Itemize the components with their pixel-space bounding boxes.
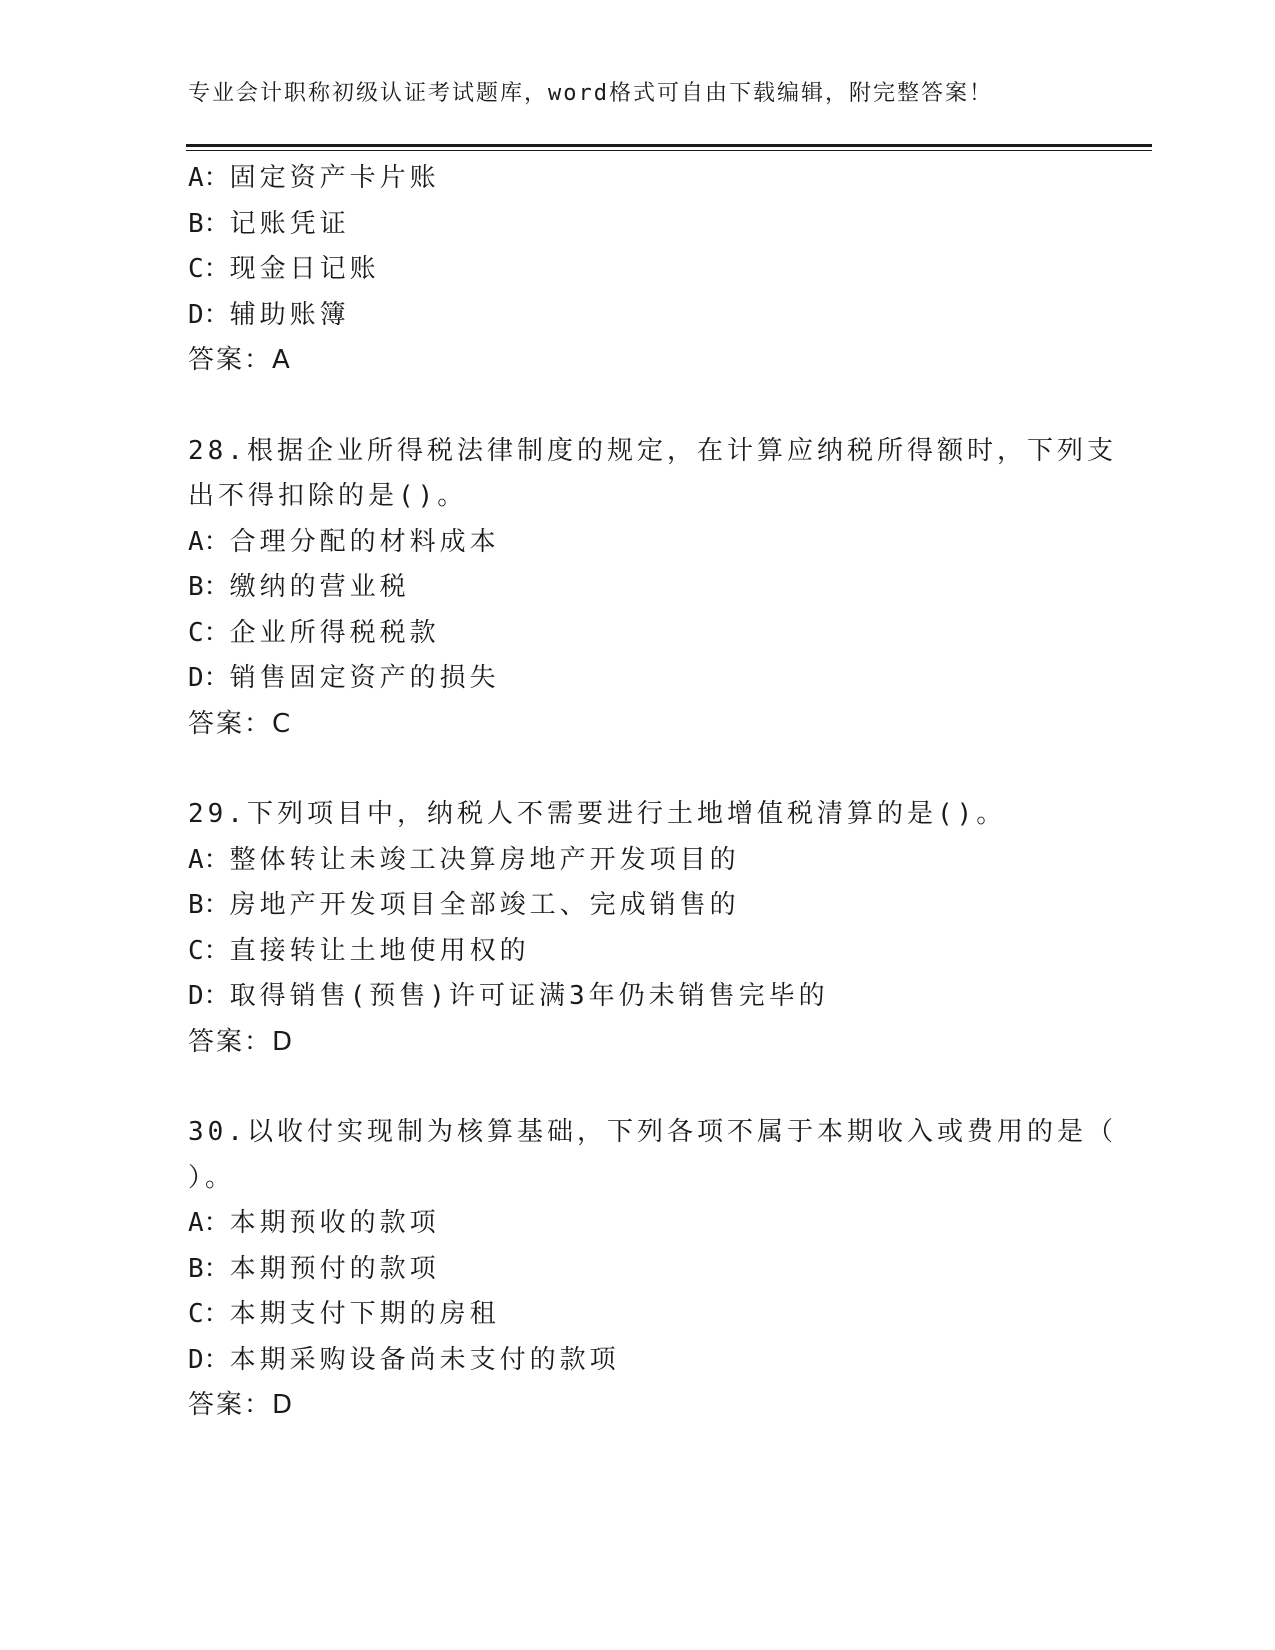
question-stem: 30.以收付实现制为核算基础，下列各项不属于本期收入或费用的是（ <box>188 1117 1117 1147</box>
question-stem-continued: ）。 <box>188 1162 236 1193</box>
page-header: 专业会计职称初级认证考试题库，word格式可自由下载编辑，附完整答案！ <box>188 81 993 106</box>
question-stem: 28.根据企业所得税法律制度的规定，在计算应纳税所得额时，下列支 <box>188 435 1117 466</box>
option-a: A：固定资产卡片账 <box>188 163 440 193</box>
option-d: D：本期采购设备尚未支付的款项 <box>188 1344 620 1375</box>
question-30 <box>188 1110 1117 1429</box>
answer-line: 答案：A <box>188 345 292 375</box>
option-a: A：本期预收的款项 <box>188 1208 440 1238</box>
question-27-fragment <box>188 156 1088 384</box>
option-d: D：销售固定资产的损失 <box>188 663 500 693</box>
option-b: B：缴纳的营业税 <box>188 572 410 602</box>
option-d: D：辅助账簿 <box>188 299 350 330</box>
option-b: B：本期预付的款项 <box>188 1253 440 1284</box>
option-b: B：房地产开发项目全部竣工、完成销售的 <box>188 890 740 920</box>
option-c: C：本期支付下期的房租 <box>188 1299 500 1329</box>
option-a: A：合理分配的材料成本 <box>188 526 500 557</box>
question-stem: 29.下列项目中，纳税人不需要进行土地增值税清算的是()。 <box>188 799 1007 829</box>
answer-line: 答案：D <box>188 1026 295 1057</box>
answer-line: 答案：D <box>188 1390 295 1420</box>
answer-line: 答案：C <box>188 708 293 739</box>
question-28 <box>188 429 1117 748</box>
question-stem-continued: 出不得扣除的是()。 <box>188 481 468 511</box>
option-a: A：整体转让未竣工决算房地产开发项目的 <box>188 844 740 875</box>
option-c: C：直接转让土地使用权的 <box>188 935 530 966</box>
option-b: B：记账凭证 <box>188 208 350 239</box>
question-content <box>188 156 1117 1429</box>
option-d: D：取得销售(预售)许可证满3年仍未销售完毕的 <box>188 981 829 1011</box>
option-c: C：企业所得税税款 <box>188 617 440 648</box>
option-c: C：现金日记账 <box>188 254 380 284</box>
question-29 <box>188 792 1088 1065</box>
header-divider <box>186 144 1152 151</box>
